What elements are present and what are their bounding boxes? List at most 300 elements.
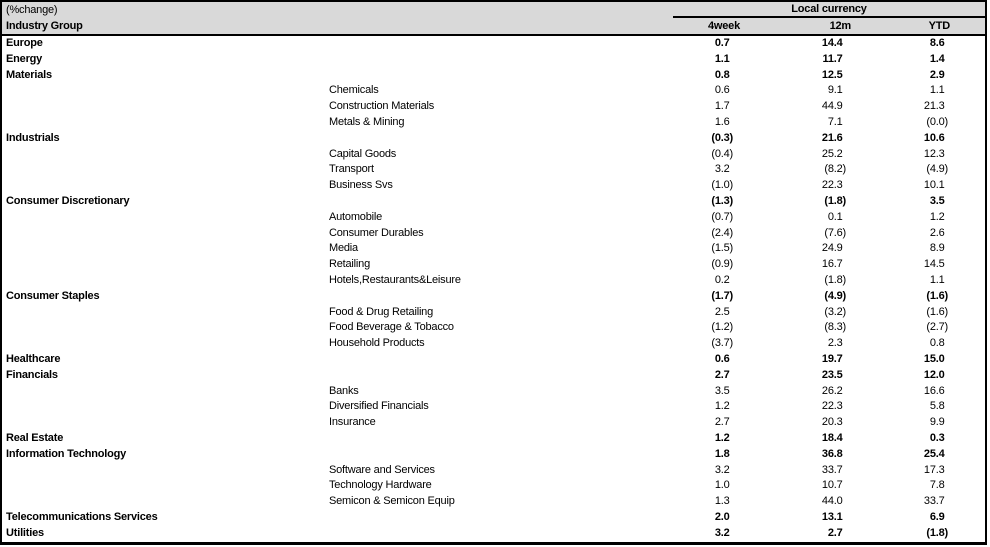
value-ytd [881,273,985,289]
value-ytd [881,147,985,163]
cell-value: (2.7) [926,321,948,334]
sub-industry-cell [328,273,673,289]
cell-value: 19.7 [821,352,843,365]
value-4week [673,478,777,494]
value-4week [673,226,777,242]
industry-group-cell [2,115,328,131]
sub-industry-label: Semicon & Semicon Equip [329,495,455,508]
value-4week [673,273,777,289]
table-row [2,399,985,415]
cell-value: 22.3 [821,400,843,413]
cell-value: 22.3 [821,179,843,192]
sub-industry-label: Retailing [329,258,371,271]
cell-value: (4.9) [926,163,948,176]
cell-value: 9.1 [827,84,843,97]
value-4week [673,36,777,52]
sub-industry-label: Chemicals [329,84,379,97]
sub-industry-cell [328,320,673,336]
table-row [2,131,985,147]
table-row [2,526,985,542]
cell-value: 16.7 [821,258,843,271]
value-4week [673,336,777,352]
value-12m [777,320,881,336]
cell-value: 12.3 [923,147,945,160]
value-ytd [881,99,985,115]
cell-value: 7.1 [827,115,843,128]
value-4week [673,210,777,226]
industry-group-label: Real Estate [6,431,64,444]
cell-value: (1.6) [926,305,948,318]
industry-group-label: Information Technology [6,447,127,460]
value-12m [777,52,881,68]
cell-value: (1.8) [926,526,948,539]
cell-value: 12.0 [923,368,945,381]
table-row [2,115,985,131]
sub-industry-cell [328,83,673,99]
table-row [2,415,985,431]
industry-group-cell [2,99,328,115]
cell-value: 2.3 [827,337,843,350]
sub-industry-label: Banks [329,384,359,397]
value-ytd [881,494,985,510]
value-4week [673,131,777,147]
value-ytd [881,226,985,242]
cell-value: (8.3) [824,321,846,334]
value-12m [777,162,881,178]
cell-value: 9.9 [929,416,945,429]
sub-industry-label: Capital Goods [329,147,397,160]
cell-value: 0.1 [827,210,843,223]
table-row [2,289,985,305]
value-12m [777,131,881,147]
industry-group-cell [2,352,328,368]
header-row-columns [2,18,985,34]
value-4week [673,241,777,257]
cell-value: 1.1 [929,273,945,286]
value-ytd [881,194,985,210]
value-ytd [881,510,985,526]
industry-group-cell [2,368,328,384]
sub-industry-label: Construction Materials [329,100,435,113]
table-row [2,510,985,526]
sub-industry-label: Consumer Durables [329,226,424,239]
value-12m [777,384,881,400]
value-4week [673,83,777,99]
value-12m [777,336,881,352]
sub-industry-cell [328,526,673,542]
sub-industry-label: Media [329,242,358,255]
cell-value: 1.0 [714,479,730,492]
table-row [2,320,985,336]
value-4week [673,352,777,368]
sub-industry-cell [328,399,673,415]
value-4week [673,178,777,194]
cell-value: 0.2 [714,273,730,286]
sub-industry-cell [328,147,673,163]
cell-value: 18.4 [821,431,843,444]
table-row [2,494,985,510]
cell-value: 1.2 [714,400,730,413]
sub-industry-label: Diversified Financials [329,400,429,413]
cell-value: (3.2) [824,305,846,318]
sub-industry-cell [328,36,673,52]
value-12m [777,431,881,447]
value-12m [777,478,881,494]
value-4week [673,68,777,84]
industry-group-cell [2,131,328,147]
sub-industry-cell [328,384,673,400]
value-4week [673,52,777,68]
value-4week [673,194,777,210]
industry-group-cell [2,178,328,194]
cell-value: 3.5 [714,384,730,397]
industry-group-cell [2,241,328,257]
cell-value: 1.1 [714,52,730,65]
cell-value: 3.2 [714,163,730,176]
value-12m [777,68,881,84]
value-4week [673,415,777,431]
value-4week [673,447,777,463]
cell-value: (1.6) [926,289,948,302]
sub-industry-cell [328,241,673,257]
cell-value: (1.8) [824,194,846,207]
table-row [2,305,985,321]
cell-value: 21.6 [821,131,843,144]
industry-group-cell [2,320,328,336]
cell-value: 1.2 [714,431,730,444]
value-4week [673,526,777,542]
industry-group-cell [2,510,328,526]
value-ytd [881,415,985,431]
cell-value: 12.5 [821,68,843,81]
value-4week [673,431,777,447]
cell-value: 3.2 [714,463,730,476]
cell-value: (1.3) [711,194,733,207]
value-ytd [881,210,985,226]
value-12m [777,178,881,194]
cell-value: (1.5) [711,242,733,255]
sub-industry-cell [328,178,673,194]
industry-group-cell [2,305,328,321]
sub-industry-label: Software and Services [329,463,435,476]
table-row [2,384,985,400]
industry-group-cell [2,52,328,68]
table-row [2,83,985,99]
cell-value: (3.7) [711,337,733,350]
cell-value: 1.1 [929,84,945,97]
sub-industry-cell [328,494,673,510]
cell-value: (0.4) [711,147,733,160]
industry-group-cell [2,83,328,99]
cell-value: 20.3 [821,416,843,429]
column-header-12m: 12m [829,20,851,32]
table-row [2,36,985,52]
cell-value: 14.4 [821,37,843,49]
sub-industry-cell [328,478,673,494]
sub-industry-label: Business Svs [329,179,393,192]
value-4week [673,257,777,273]
sub-industry-cell [328,210,673,226]
sub-industry-label: Food Beverage & Tobacco [329,321,454,334]
table-row [2,241,985,257]
value-ytd [881,36,985,52]
cell-value: (0.7) [711,210,733,223]
sub-industry-cell [328,463,673,479]
cell-value: 17.3 [923,463,945,476]
industry-group-cell [2,494,328,510]
cell-value: (1.2) [711,321,733,334]
value-ytd [881,289,985,305]
sub-industry-cell [328,131,673,147]
value-12m [777,368,881,384]
cell-value: 26.2 [821,384,843,397]
cell-value: 11.7 [822,52,843,65]
industry-group-label: Consumer Discretionary [6,194,130,207]
value-ytd [881,384,985,400]
value-ytd [881,257,985,273]
value-4week [673,384,777,400]
value-ytd [881,431,985,447]
value-12m [777,273,881,289]
cell-value: 21.3 [923,100,945,113]
cell-value: (1.8) [824,273,846,286]
value-12m [777,241,881,257]
sub-industry-cell [328,99,673,115]
value-12m [777,494,881,510]
industry-group-cell [2,36,328,52]
cell-value: 7.8 [929,479,945,492]
value-4week [673,368,777,384]
industry-group-label: Europe [6,37,43,49]
value-4week [673,305,777,321]
value-12m [777,305,881,321]
value-ytd [881,305,985,321]
value-12m [777,415,881,431]
cell-value: (0.3) [711,131,733,144]
industry-group-cell [2,415,328,431]
sub-industry-label: Household Products [329,337,425,350]
value-4week [673,289,777,305]
column-header-ytd: YTD [928,20,950,32]
value-ytd [881,447,985,463]
sub-industry-cell [328,52,673,68]
cell-value: (0.0) [926,115,948,128]
table-row [2,68,985,84]
cell-value: (4.9) [824,289,846,302]
industry-group-cell [2,210,328,226]
table-row [2,210,985,226]
value-ytd [881,241,985,257]
cell-value: 10.7 [821,479,843,492]
cell-value: 1.3 [714,495,730,508]
sub-industry-cell [328,352,673,368]
table-row [2,52,985,68]
industry-group-cell [2,257,328,273]
cell-value: 10.6 [923,131,945,144]
cell-value: 2.9 [929,68,945,81]
cell-value: 0.6 [714,352,730,365]
value-12m [777,526,881,542]
sub-industry-label: Transport [329,163,374,176]
industry-group-cell [2,226,328,242]
industry-group-label: Industrials [6,131,60,144]
sub-industry-label: Insurance [329,416,376,429]
industry-group-cell [2,463,328,479]
industry-group-cell [2,162,328,178]
cell-value: (2.4) [711,226,733,239]
industry-group-cell [2,526,328,542]
cell-value: (7.6) [824,226,846,239]
local-currency-label: Local currency [791,3,867,15]
cell-value: 1.6 [714,115,730,128]
cell-value: 5.8 [929,400,945,413]
table-row [2,447,985,463]
cell-value: 23.5 [821,368,843,381]
cell-value: (0.9) [711,258,733,271]
cell-value: 0.3 [929,431,945,444]
sub-industry-label: Technology Hardware [329,479,432,492]
cell-value: 10.1 [923,179,945,192]
cell-value: 15.0 [923,352,945,365]
value-ytd [881,52,985,68]
industry-group-label: Healthcare [6,352,61,365]
table-row [2,147,985,163]
sub-industry-cell [328,68,673,84]
cell-value: 6.9 [929,510,945,523]
value-ytd [881,478,985,494]
table-row [2,368,985,384]
industry-group-cell [2,273,328,289]
column-header-4week: 4week [707,20,740,32]
industry-group-cell [2,194,328,210]
cell-value: 0.8 [929,337,945,350]
sub-industry-cell [328,415,673,431]
table-row [2,478,985,494]
table-row [2,431,985,447]
sub-industry-label: Hotels,Restaurants&Leisure [329,273,461,286]
industry-group-label: Telecommunications Services [6,510,158,523]
value-ytd [881,68,985,84]
industry-group-cell [2,399,328,415]
cell-value: 44.0 [821,495,843,508]
table-row [2,194,985,210]
industry-group-label: Financials [6,368,58,381]
cell-value: 14.5 [923,258,945,271]
value-4week [673,510,777,526]
sub-industry-cell [328,257,673,273]
sub-industry-cell [328,510,673,526]
sub-industry-cell [328,368,673,384]
value-4week [673,320,777,336]
industry-group-cell [2,147,328,163]
cell-value: 13.1 [821,510,843,523]
value-12m [777,83,881,99]
value-ytd [881,368,985,384]
sub-industry-label: Automobile [329,210,383,223]
industry-group-label: Materials [6,68,52,81]
cell-value: 2.7 [827,526,843,539]
cell-value: 24.9 [821,242,843,255]
sub-industry-cell [328,305,673,321]
table-row [2,226,985,242]
value-12m [777,36,881,52]
value-ytd [881,399,985,415]
industry-group-label: Consumer Staples [6,289,100,302]
cell-value: 1.4 [929,52,945,65]
cell-value: 44.9 [821,100,843,113]
value-12m [777,447,881,463]
value-12m [777,99,881,115]
cell-value: (1.7) [711,289,733,302]
cell-value: 0.7 [714,37,730,49]
cell-value: 36.8 [821,447,843,460]
table-row [2,273,985,289]
table-row [2,257,985,273]
sub-industry-cell [328,431,673,447]
change-unit-label: (%change) [6,4,58,16]
sub-industry-cell [328,162,673,178]
industry-group-cell [2,289,328,305]
value-12m [777,399,881,415]
table-row [2,463,985,479]
cell-value: (1.0) [711,179,733,192]
value-4week [673,463,777,479]
industry-group-label: Utilities [6,526,44,539]
value-4week [673,147,777,163]
cell-value: 1.7 [714,100,730,113]
sub-industry-cell [328,115,673,131]
sub-industry-label: Food & Drug Retailing [329,305,434,318]
sub-industry-label: Metals & Mining [329,115,405,128]
industry-group-cell [2,431,328,447]
cell-value: 2.0 [714,510,730,523]
header-row-units [2,2,985,18]
cell-value: 16.6 [923,384,945,397]
cell-value: 25.2 [821,147,843,160]
value-12m [777,463,881,479]
value-12m [777,257,881,273]
cell-value: 8.9 [929,242,945,255]
industry-group-cell [2,68,328,84]
cell-value: 8.6 [929,37,945,49]
value-12m [777,194,881,210]
value-ytd [881,526,985,542]
value-ytd [881,131,985,147]
table-row [2,352,985,368]
value-12m [777,226,881,242]
value-4week [673,399,777,415]
table-row [2,336,985,352]
cell-value: 0.8 [714,68,730,81]
value-ytd [881,463,985,479]
value-ytd [881,336,985,352]
cell-value: 2.7 [714,368,730,381]
value-ytd [881,320,985,336]
industry-group-cell [2,336,328,352]
sub-industry-cell [328,226,673,242]
local-currency-group-header [673,2,985,18]
table-row [2,178,985,194]
cell-value: 1.8 [714,447,730,460]
cell-value: 2.7 [714,416,730,429]
table-body [2,36,985,542]
sub-industry-cell [328,447,673,463]
table-header [2,2,985,36]
value-12m [777,289,881,305]
cell-value: (8.2) [824,163,846,176]
value-4week [673,115,777,131]
industry-group-label: Energy [6,52,43,65]
